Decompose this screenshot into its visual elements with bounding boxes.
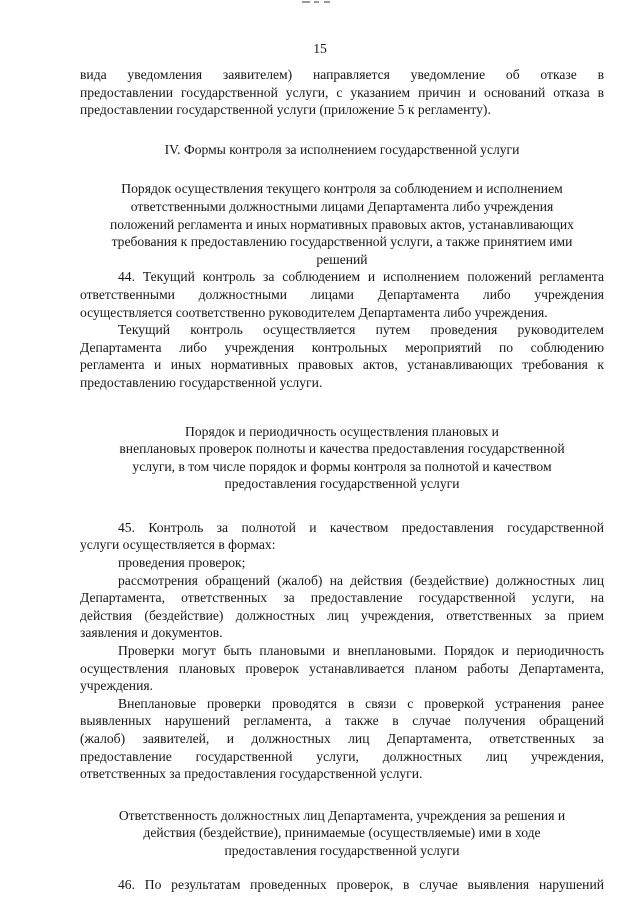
text-line: (жалоб) заявителей, и должностных лиц Департамента, ответственных за: [80, 731, 604, 746]
heading-responsibility: [80, 807, 604, 860]
text-line: рассмотрения обращений (жалоб) на действия (бездействие) должностных лиц: [118, 572, 604, 588]
text-line: осуществляется соответственно руководителем Департамента либо учреждения.: [80, 304, 548, 320]
text-line: предоставлении государственной услуги (приложение 5 к регламенту).: [80, 102, 491, 118]
text-line: 45. Контроль за полнотой и качеством предоставления государственной: [118, 519, 604, 535]
heading-line: Порядок осуществления текущего контроля за соблюдением и исполнением: [121, 181, 563, 197]
paragraph-44: [80, 268, 604, 321]
text-line: ответственных за предоставления государственной услуги.: [80, 766, 423, 782]
heading-line: положений регламента и иных нормативных правовых актов, устанавливающих: [110, 216, 574, 232]
paragraph-46: [80, 876, 604, 894]
heading-line: предоставления государственной услуги: [224, 476, 460, 492]
text-line: выявленных нарушений регламента, а также в случае получения обращений: [80, 713, 604, 729]
paragraph-45-unplanned: [80, 695, 604, 783]
heading-line: Порядок и периодичность осуществления плановых и: [185, 423, 499, 439]
section-title: IV. Формы контроля за исполнением государственной услуги: [164, 141, 520, 157]
page-number: 15: [313, 41, 327, 56]
text-line: ответственными должностными лицами Департамента либо учреждения: [80, 286, 604, 302]
heading-line: Ответственность должностных лиц Департамента, учреждения за решения и: [118, 807, 566, 823]
text-line: Внеплановые проверки проводятся в связи с проверкой устранения ранее: [118, 695, 604, 711]
text-line: предоставлению государственной услуги.: [80, 374, 323, 390]
heading-line: требования к предоставлению государственной услуги, а также принятием ими: [111, 234, 573, 250]
heading-current-control: [80, 180, 604, 268]
paragraph-45-planned: [80, 642, 604, 695]
text-line: услуги осуществляется в формах:: [80, 537, 276, 553]
text-line: вида уведомления заявителем) направляется уведомление об отказе в: [80, 67, 604, 82]
heading-line: решений: [316, 251, 368, 267]
text-line: Текущий контроль осуществляется путем проведения руководителем: [118, 322, 604, 338]
text-line: действия (бездействие) должностных лиц учреждения, ответственных за прием: [80, 607, 604, 623]
text-line: учреждения.: [80, 678, 154, 694]
text-line: предоставлении государственной услуги, с указанием причин и оснований отказа в: [80, 84, 604, 100]
scan-artifact: [300, 0, 340, 6]
heading-line: услуги, в том числе порядок и формы контроля за полнотой и качеством: [132, 458, 552, 474]
heading-line: предоставления государственной услуги: [224, 842, 460, 858]
paragraph-45: [80, 519, 604, 642]
paragraph-44-continued: [80, 321, 604, 391]
text-line: регламента и иных нормативных правовых актов, устанавливающих требования к: [80, 357, 604, 373]
text-line: осуществления плановых проверок устанавливается планом работы Департамента,: [80, 660, 604, 676]
list-item: проведения проверок;: [118, 555, 246, 571]
text-line: Департамента либо учреждения контрольных мероприятий по соблюдению: [80, 339, 604, 355]
intro-paragraph: [80, 66, 604, 119]
text-line: Проверки могут быть плановыми и внеплановыми. Порядок и периодичность: [118, 643, 604, 659]
text-line: 44. Текущий контроль за соблюдением и исполнением положений регламента: [118, 269, 604, 285]
heading-line: ответственными должностными лицами Департамента либо учреждения: [130, 198, 554, 214]
heading-line: действия (бездействие), принимаемые (осуществляемые) ими в ходе: [143, 825, 541, 841]
text-line: предоставление государственной услуги, должностных лиц учреждения,: [80, 748, 604, 764]
text-line: 46. По результатам проведенных проверок, в случае выявления нарушений: [118, 876, 604, 892]
text-line: Департамента, ответственных за предоставление государственной услуги, на: [80, 590, 604, 606]
text-line: заявления и документов.: [80, 625, 223, 641]
document-body: [80, 66, 604, 893]
heading-inspections: [80, 423, 604, 493]
heading-line: внеплановых проверок полноты и качества предоставления государственной: [119, 441, 565, 457]
